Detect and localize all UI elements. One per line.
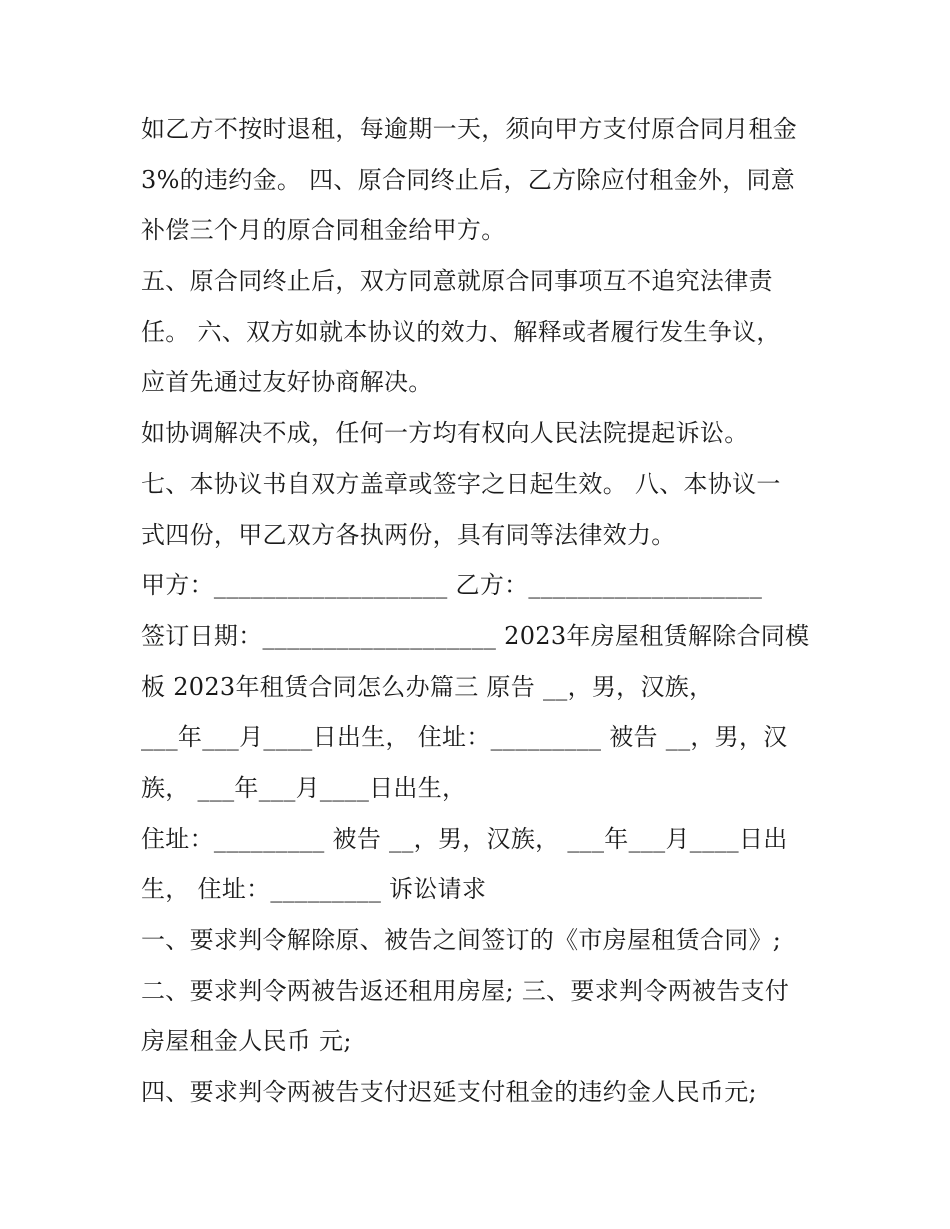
claim-line-2: 二、要求判令两被告返还租用房屋; 三、要求判令两被告支付	[141, 976, 790, 1005]
text-line-7: 如协调解决不成，任何一方均有权向人民法院提起诉讼。	[141, 419, 749, 448]
text-line-16: 生， 住址：_________ 诉讼请求	[141, 875, 487, 904]
signature-line: 甲方：___________________ 乙方：___________________	[141, 571, 763, 600]
text-line-5: 任。 六、双方如就本协议的效力、解释或者履行发生争议，	[141, 317, 781, 346]
text-line-12: 板 2023年租赁合同怎么办篇三 原告 __，男，汉族，	[141, 672, 714, 701]
text-line-13: ___年___月____日出生， 住址：_________ 被告 __，男，汉	[141, 723, 788, 752]
text-line-3: 补偿三个月的原合同租金给甲方。	[141, 216, 506, 245]
document-body	[141, 104, 821, 1118]
text-line-6: 应首先通过友好协商解决。	[141, 368, 433, 397]
text-line-14: 族， ___年___月____日出生，	[141, 773, 467, 802]
text-line-1: 如乙方不按时退租，每逾期一天，须向甲方支付原合同月租金	[141, 115, 798, 143]
signing-date-line: 签订日期：___________________ 2023年房屋租赁解除合同模	[141, 621, 810, 650]
text-line-15: 住址：_________ 被告 __，男，汉族， ___年___月____日出	[141, 824, 788, 853]
claim-line-1: 一、要求判令解除原、被告之间签订的《市房屋租赁合同》;	[141, 926, 782, 954]
text-line-2: 3%的违约金。 四、原合同终止后，乙方除应付租金外，同意	[141, 165, 796, 194]
claim-line-3: 房屋租金人民币 元;	[141, 1027, 352, 1056]
text-line-8: 七、本协议书自双方盖章或签字之日起生效。 八、本协议一	[141, 469, 781, 498]
text-line-4: 五、原合同终止后，双方同意就原合同事项互不追究法律责	[141, 267, 773, 296]
claim-line-4: 四、要求判令两被告支付迟延支付租金的违约金人民币元;	[141, 1078, 757, 1107]
text-line-9: 式四份，甲乙双方各执两份，具有同等法律效力。	[141, 520, 676, 549]
